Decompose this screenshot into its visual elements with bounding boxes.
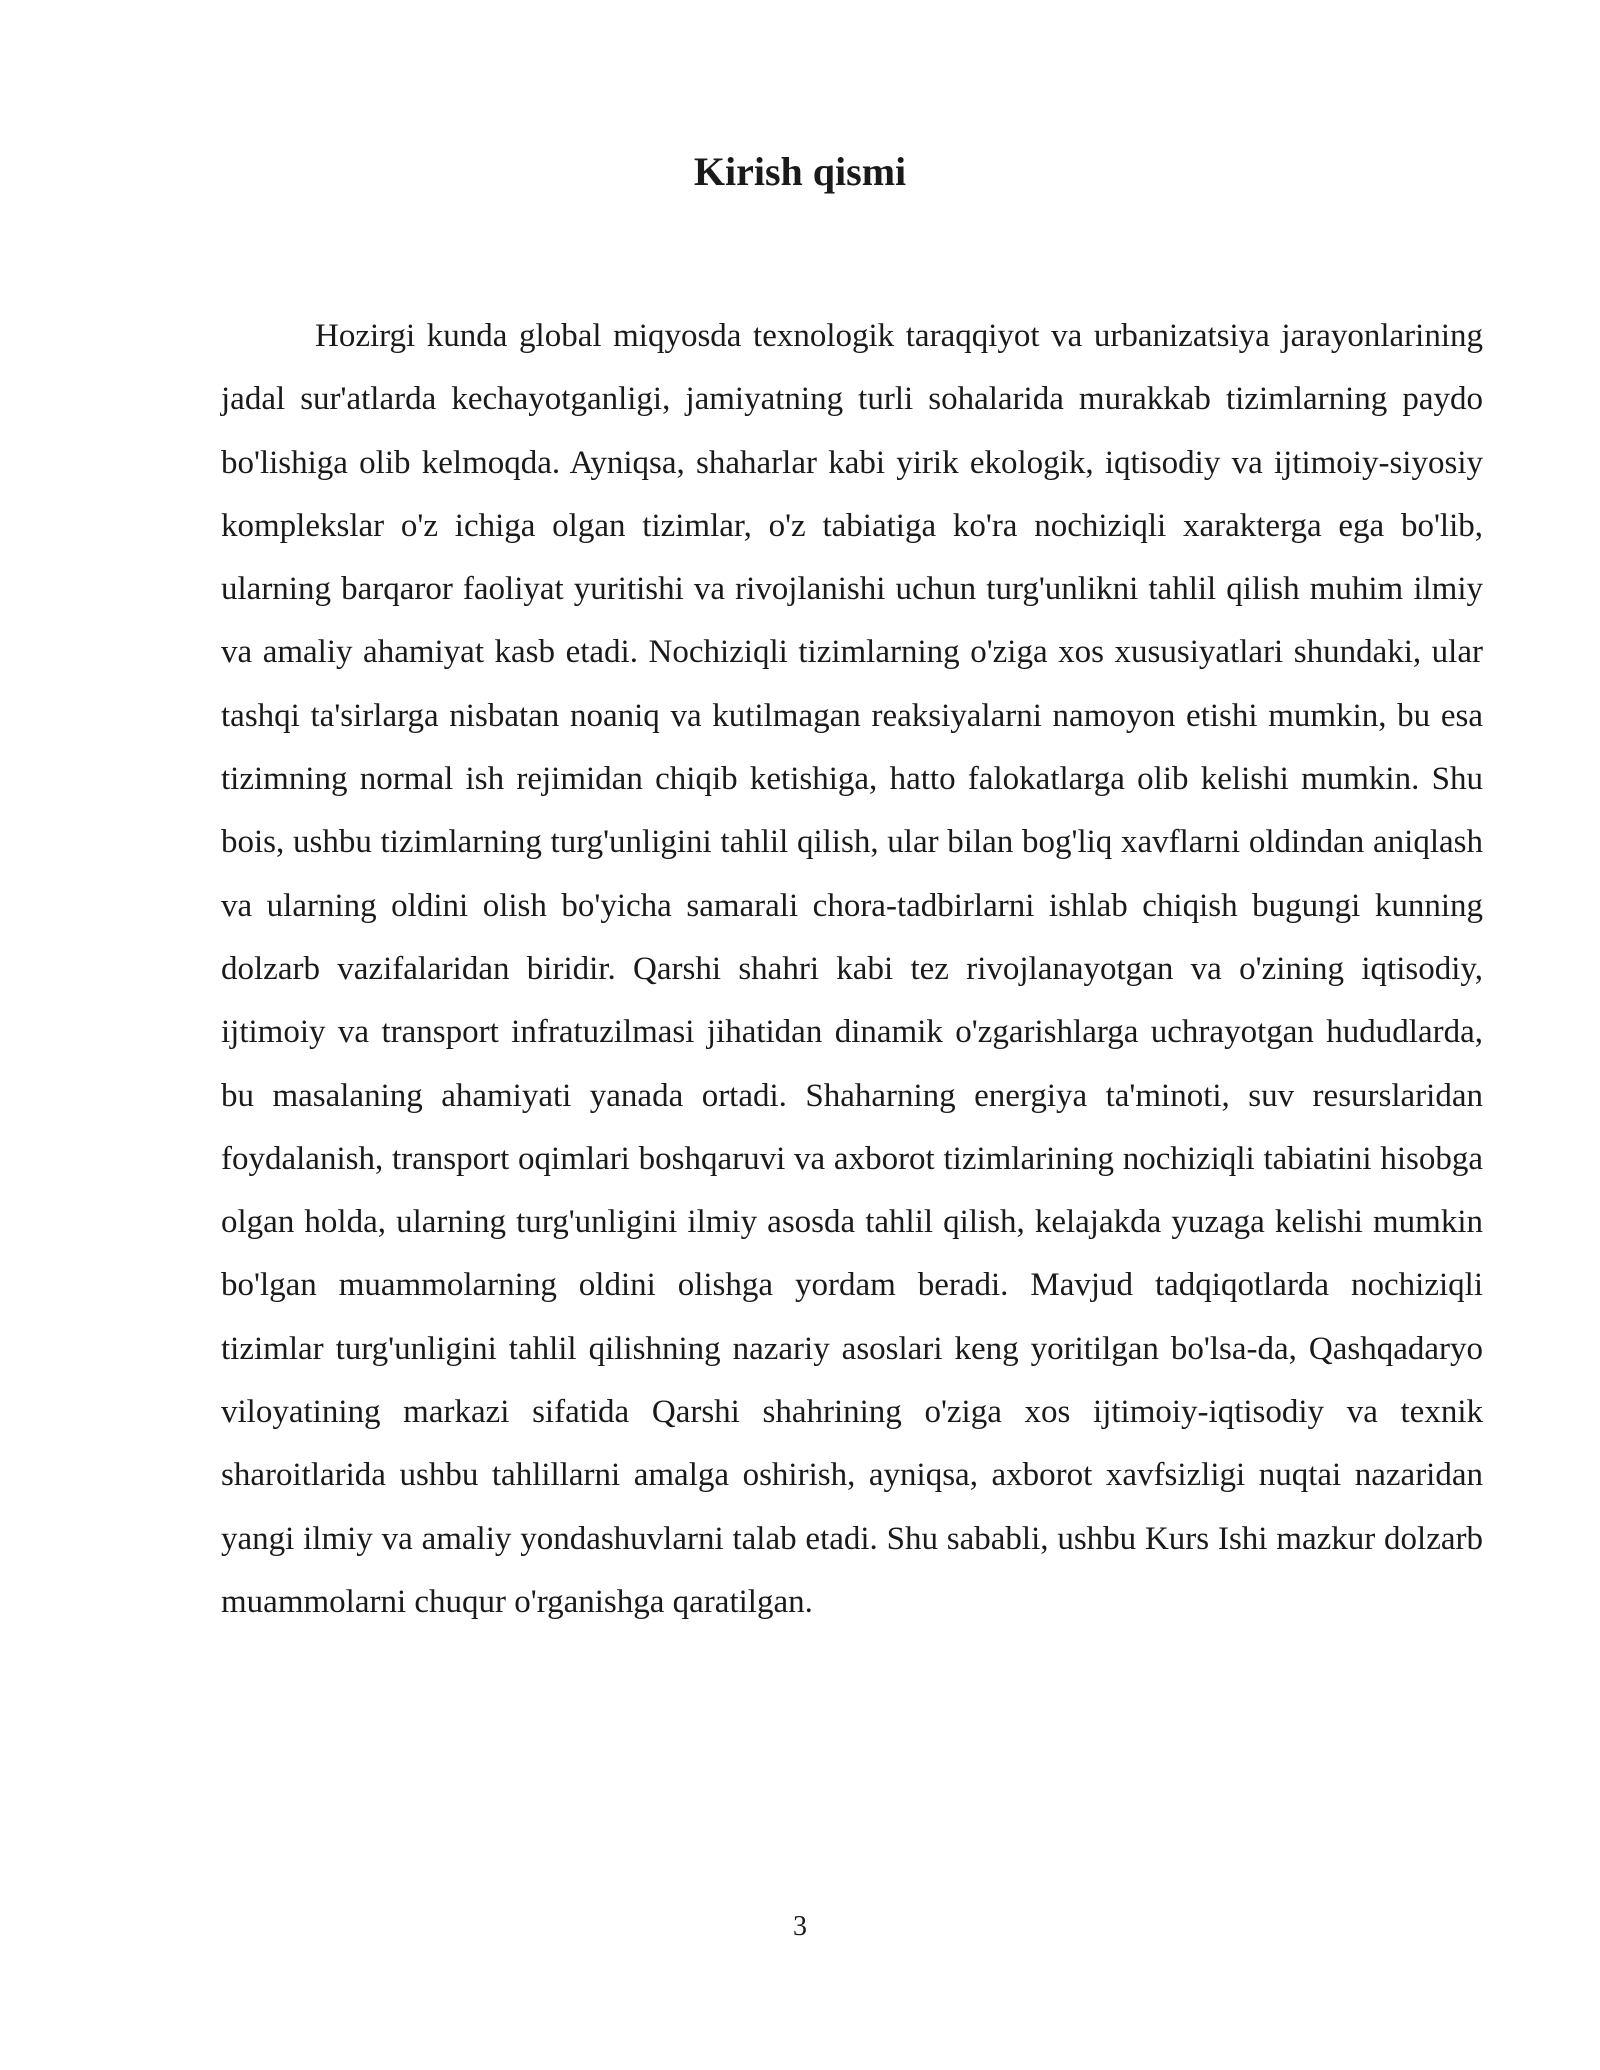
page-number: 3 [793, 1911, 807, 1942]
body-paragraph: Hozirgi kunda global miqyosda texnologik taraqqiyot va urbanizatsiya jarayonlarining jadal sur'atlarda kechayotganligi, jamiyatning turli sohalarida murakkab tizimlarning paydo bo'lishiga olib kelmoqda. Ayniqsa, shaharlar kabi yirik ekologik, iqtisodiy va ijtimoiy-siyosiy komplekslar o'z ichiga olgan tizimlar, o'z tabiatiga ko'ra nochiziqli xarakterga ega bo'lib, ularning barqaror faoliyat yuritishi va rivojlanishi uchun turg'unlikni tahlil qilish muhim ilmiy va amaliy ahamiyat kasb etadi. Nochiziqli tizimlarning o'ziga xos xususiyatlari shundaki, ular tashqi ta'sirlarga nisbatan noaniq va kutilmagan reaksiyalarni namoyon etishi mumkin, bu esa tizimning normal ish rejimidan chiqib ketishiga, hatto falokatlarga olib kelishi mumkin. Shu bois, ushbu tizimlarning turg'unligini tahlil qilish, ular bilan bog'liq xavflarni oldindan aniqlash va ularning oldini olish bo'yicha samarali chora-tadbirlarni ishlab chiqish bugungi kunning dolzarb vazifalaridan biridir. Qarshi shahri kabi tez rivojlanayotgan va o'zining iqtisodiy, ijtimoiy va transport infratuzilmasi jihatidan dinamik o'zgarishlarga uchrayotgan hududlarda, bu masalaning ahamiyati yanada ortadi. Shaharning energiya ta'minoti, suv resurslaridan foydalanish, transport oqimlari boshqaruvi va axborot tizimlarining nochiziqli tabiatini hisobga olgan holda, ularning turg'unligini ilmiy asosda tahlil qilish, kelajakda yuzaga kelishi mumkin bo'lgan muammolarning oldini olishga yordam beradi. Mavjud tadqiqotlarda nochiziqli tizimlar turg'unligini tahlil qilishning nazariy asoslari keng yoritilgan bo'lsa-da, Qashqadaryo viloyatining markazi sifatida Qarshi shahrining o'ziga xos ijtimoiy-iqtisodiy va texnik sharoitlarida ushbu tahlillarni amalga oshirish, ayniqsa, axborot xavfsizligi nuqtai nazaridan yangi ilmiy va amaliy yondashuvlarni talab etadi. Shu sababli, ushbu Kurs Ishi mazkur dolzarb muammolarni chuqur o'rganishga qaratilgan. [221, 318, 1483, 1620]
page-title: Kirish qismi [693, 149, 907, 194]
